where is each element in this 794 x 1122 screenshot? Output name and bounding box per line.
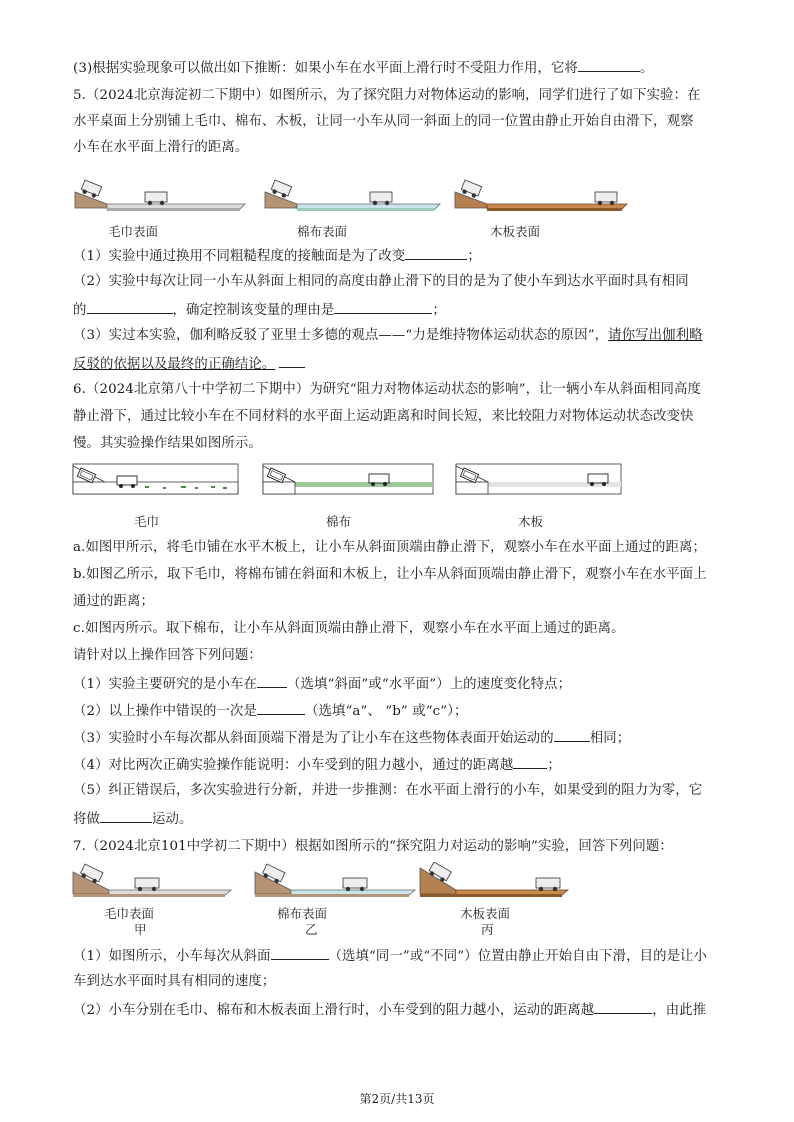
q5-stem-line-2: 水平桌面上分别铺上毛巾、棉布、木板，让同一小车从同一斜面上的同一位置由静止开始自由滑下，观察: [73, 114, 694, 129]
answer-blank[interactable]: [257, 700, 305, 715]
answer-blank[interactable]: [405, 245, 467, 260]
fig7-caption-wood: 木板表面: [460, 906, 511, 921]
answer-blank[interactable]: [578, 57, 640, 72]
q6-stem-line-3: 慢。其实验操作结果如图所示。: [73, 436, 262, 451]
fig7-label-yi: 乙: [305, 922, 318, 937]
fig6-caption-cotton: 棉布: [326, 514, 352, 529]
answer-blank[interactable]: [87, 299, 173, 314]
q5-part3-line-1: （3）实过本实验，伽利略反驳了亚里士多德的观点——“力是维持物体运动状态的原因”，请你写出伽利略: [73, 328, 703, 343]
q7-stem-line: 7.（2024北京101中学初二下期中）根据如图所示的“探究阻力对运动的影响”实验，回答下列问题：: [73, 839, 673, 854]
q6-figure-drawing: [70, 462, 630, 502]
answer-blank[interactable]: [513, 754, 547, 769]
fig7-label-bing: 丙: [481, 922, 494, 937]
q5-stem-line-1: 5.（2024北京海淀初二下期中）如图所示，为了探究阻力对物体运动的影响，同学们进行了如下实验：在: [73, 88, 701, 103]
q6-step-b-1: b.如图乙所示，取下毛巾，将棉布铺在斜面和木板上，让小车从斜面顶端由静止滑下，观察小车在水平面上: [73, 567, 707, 582]
fig5-caption-wood: 木板表面: [490, 224, 541, 239]
q6-part1-line: （1）实验主要研究的是小车在 （选填“斜面”或“水平面”）上的速度变化特点；: [73, 673, 723, 695]
fig6-caption-towel: 毛巾: [134, 514, 160, 529]
fig7-caption-cotton: 棉布表面: [277, 906, 328, 921]
q7-part2-line: （2）小车分别在毛巾、棉布和木板表面上滑行时，小车受到的阻力越小，运动的距离越 ，由此推: [73, 999, 723, 1021]
fig5-caption-cotton: 棉布表面: [297, 224, 348, 239]
q7-part1-line-1: （1）如图所示，小车每次从斜面 （选填“同一”或“不同”）位置由静止开始自由下滑，目的是让小: [73, 945, 723, 967]
fig7-caption-towel: 毛巾表面: [104, 906, 155, 921]
q6-part5-line-2: 将做 运动。: [73, 808, 723, 830]
q5-stem-line-3: 小车在水平面上滑行的距离。: [73, 140, 249, 155]
q6-part2-line: （2）以上操作中错误的一次是 （选填“a”、 “b” 或“c”）；: [73, 700, 723, 722]
answer-blank[interactable]: [594, 999, 652, 1014]
q4-part3-line: (3)根据实验现象可以做出如下推断：如果小车在水平面上滑行时不受阻力作用，它将 。: [73, 57, 723, 79]
q6-part3-line: （3）实验时小车每次都从斜面顶端下滑是为了让小车在这些物体表面开始运动的 相同；: [73, 727, 723, 749]
q6-stem-line-2: 静止滑下，通过比较小车在不同材料的水平面上运动距离和时间长短，来比较阻力对物体运动状态改变快: [73, 409, 694, 424]
q5-figure: [70, 168, 630, 222]
q6-step-b-2: 通过的距离；: [73, 594, 154, 609]
q7-figure: [70, 862, 630, 906]
q7-figure-drawing: [70, 862, 630, 902]
q7-part1-line-2: 车到达水平面时具有相同的速度；: [73, 974, 276, 989]
q5-part2-line-2: 的 ，确定控制该变量的理由是 ；: [73, 299, 723, 321]
fig6-caption-wood: 木板: [518, 514, 544, 529]
answer-blank[interactable]: [334, 299, 432, 314]
q5-part1-line: （1）实验中通过换用不同粗糙程度的接触面是为了改变 ；: [73, 245, 723, 267]
fig5-caption-towel: 毛巾表面: [108, 224, 159, 239]
page-footer: 第2页/共13页: [359, 1092, 435, 1106]
q6-stem-line-1: 6.（2024北京第八十中学初二下期中）为研究“阻力对物体运动状态的影响”，让一辆小车从斜面相同高度: [73, 382, 701, 397]
q6-prompt: 请针对以上操作回答下列问题：: [73, 648, 262, 663]
q6-step-a: a.如图甲所示，将毛巾铺在水平木板上，让小车从斜面顶端由静止滑下，观察小车在水平面上通过的距离；: [73, 540, 707, 555]
q5-part2-line-1: （2）实验中每次让同一小车从斜面上相同的高度由静止滑下的目的是为了使小车到达水平面时具有相同: [73, 274, 689, 289]
answer-blank[interactable]: [100, 808, 152, 823]
fig7-label-jia: 甲: [134, 922, 147, 937]
q6-step-c: c.如图丙所示。取下棉布，让小车从斜面顶端由静止滑下，观察小车在水平面上通过的距离。: [73, 621, 625, 636]
q6-part5-line-1: （5）纠正错误后，多次实验进行分新，并进一步推测：在水平面上滑行的小车，如果受到的阻力为零，它: [73, 783, 703, 798]
q6-part4-line: （4）对比两次正确实验操作能说明：小车受到的阻力越小，通过的距离越 ；: [73, 754, 723, 776]
q6-figure: [70, 462, 630, 506]
answer-blank[interactable]: [257, 673, 287, 688]
q5-part3-line-2: 反驳的依据以及最终的正确结论。: [73, 353, 723, 375]
answer-blank[interactable]: [271, 945, 329, 960]
answer-blank[interactable]: [279, 353, 305, 368]
q5-figure-drawing: [70, 168, 630, 218]
answer-blank[interactable]: [554, 727, 590, 742]
